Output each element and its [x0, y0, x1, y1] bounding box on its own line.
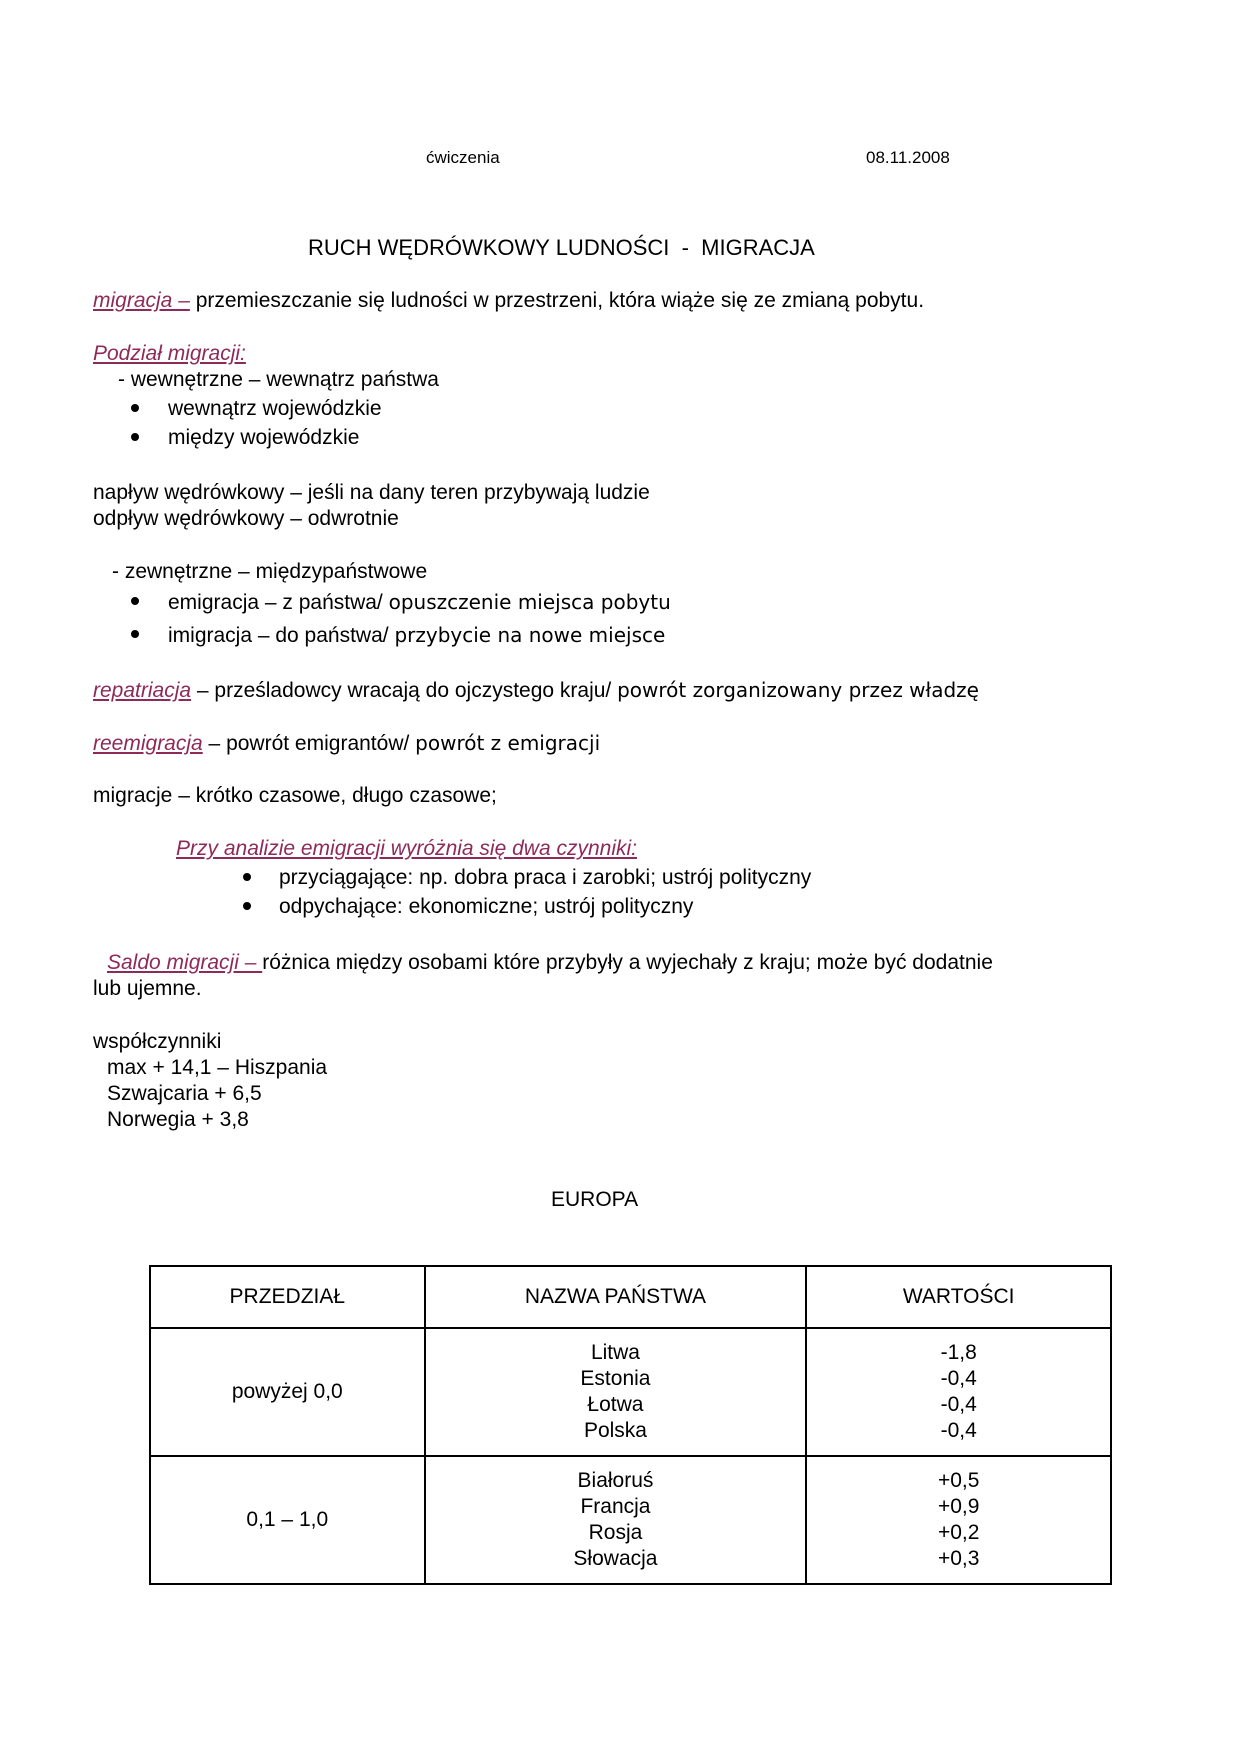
page-title: RUCH WĘDRÓWKOWY LUDNOŚCI - MIGRACJA [308, 235, 815, 260]
migration-table [149, 1265, 1112, 1585]
balance-line: Saldo migracji – różnica między osobami które przybyły a wyjechały z kraju; może być dodatnie [107, 951, 993, 974]
bullet-icon [243, 873, 251, 881]
inflow-line: napływ wędrówkowy – jeśli na dany teren przybywają ludzie [93, 481, 650, 504]
values-cell: -1,8 -0,4 -0,4 -0,4 [806, 1328, 1111, 1456]
countries-cell: Białoruś Francja Rosja Słowacja [425, 1456, 807, 1584]
factor-item: odpychające: ekonomiczne; ustrój polityczny [279, 895, 694, 918]
values-cell: +0,5 +0,9 +0,2 +0,3 [806, 1456, 1111, 1584]
bullet-icon [131, 404, 139, 412]
bullet-icon [131, 630, 139, 638]
table-header: WARTOŚCI [806, 1266, 1111, 1328]
header-left: ćwiczenia [426, 148, 500, 167]
repatriation-term: repatriacja [93, 679, 192, 702]
balance-term: Saldo migracji – [107, 951, 263, 974]
reemigration-line: reemigracja – powrót emigrantów/ powrót z emigracji [93, 731, 601, 755]
internal-line: - wewnętrzne – wewnątrz państwa [118, 368, 439, 391]
definition-line [93, 288, 924, 314]
external-item: emigracja – z państwa/ opuszczenie miejsca pobytu [168, 590, 671, 614]
durations-line: migracje – krótko czasowe, długo czasowe; [93, 784, 497, 807]
coefficient-line: Szwajcaria + 6,5 [107, 1082, 262, 1105]
countries-cell: Litwa Estonia Łotwa Polska [425, 1328, 807, 1456]
coefficient-line: max + 14,1 – Hiszpania [107, 1056, 328, 1079]
external-line: - zewnętrzne – międzypaństwowe [112, 560, 428, 583]
outflow-line: odpływ wędrówkowy – odwrotnie [93, 507, 399, 530]
range-cell: 0,1 – 1,0 [150, 1456, 425, 1584]
repatriation-line: repatriacja – prześladowcy wracają do ojczystego kraju/ powrót zorganizowany przez władzę [93, 678, 979, 702]
internal-item: między wojewódzkie [168, 426, 360, 449]
internal-item: wewnątrz wojewódzkie [168, 397, 382, 420]
factors-heading: Przy analizie emigracji wyróżnia się dwa czynniki: [176, 837, 637, 860]
table-caption: EUROPA [551, 1188, 639, 1211]
table-header-row [150, 1266, 1111, 1328]
table-header: PRZEDZIAŁ [150, 1266, 425, 1328]
bullet-icon [243, 902, 251, 910]
table-row [150, 1328, 1111, 1456]
balance-line-2: lub ujemne. [93, 977, 202, 1000]
factor-item: przyciągające: np. dobra praca i zarobki; ustrój polityczny [279, 866, 812, 889]
range-cell: powyżej 0,0 [150, 1328, 425, 1456]
bullet-icon [131, 597, 139, 605]
bullet-icon [131, 433, 139, 441]
table-header: NAZWA PAŃSTWA [425, 1266, 807, 1328]
reemigration-term: reemigracja [93, 732, 203, 755]
coefficient-line: Norwegia + 3,8 [107, 1108, 249, 1131]
coefficients-heading: współczynniki [93, 1030, 222, 1053]
definition-text: przemieszczanie się ludności w przestrzeni, która wiąże się ze zmianą pobytu. [189, 289, 925, 312]
external-item: imigracja – do państwa/ przybycie na nowe miejsce [168, 623, 666, 647]
definition-term: migracja – [93, 289, 190, 312]
header-date: 08.11.2008 [866, 148, 950, 167]
table-row [150, 1456, 1111, 1584]
division-heading: Podział migracji: [93, 342, 246, 365]
